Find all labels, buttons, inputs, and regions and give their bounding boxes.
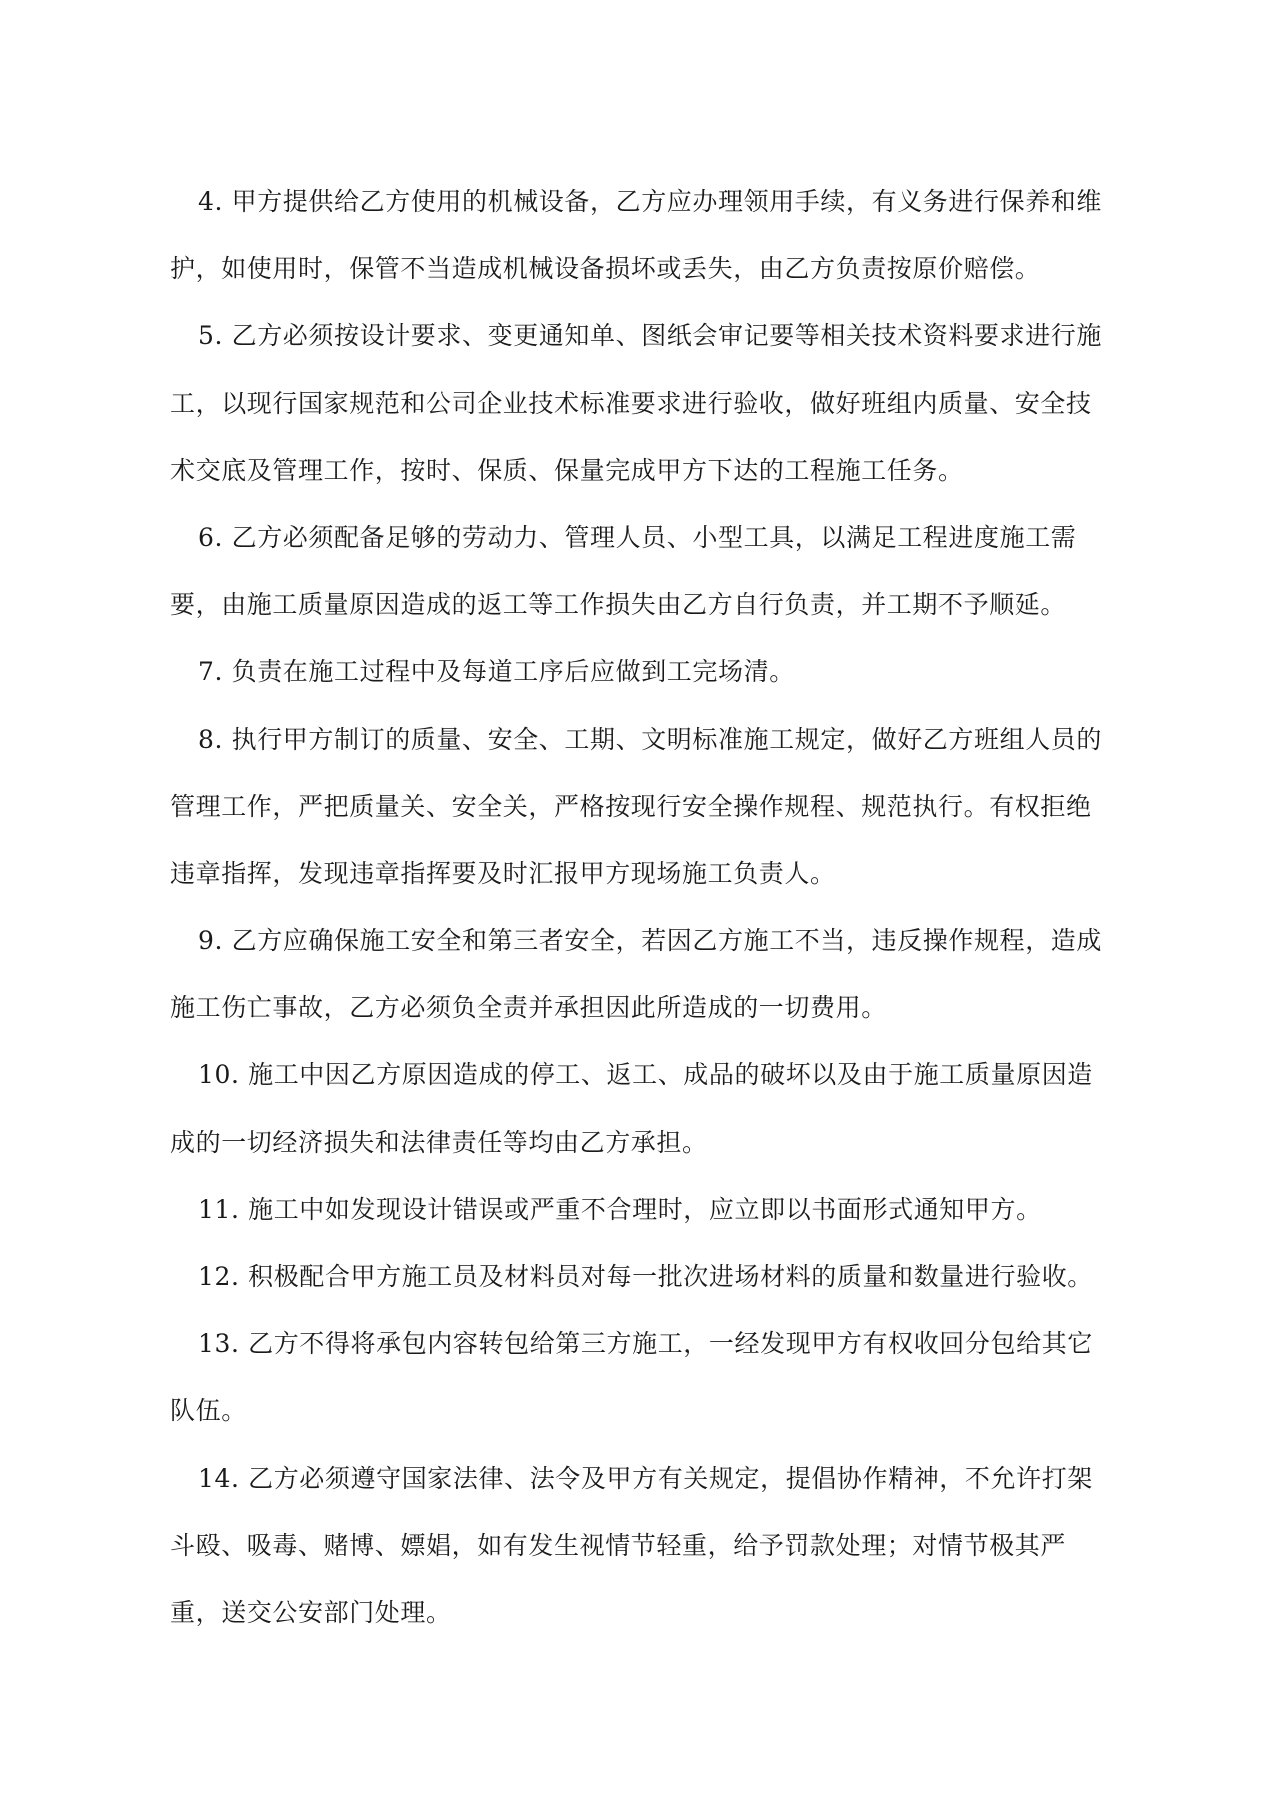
paragraph-line: 工，以现行国家规范和公司企业技术标准要求进行验收，做好班组内质量、安全技 — [170, 388, 1092, 418]
paragraph-first-line: 14. 乙方必须遵守国家法律、法令及甲方有关规定，提倡协作精神，不允许打架 — [198, 1463, 1093, 1493]
paragraph-first-line: 9. 乙方应确保施工安全和第三者安全，若因乙方施工不当，违反操作规程，造成 — [198, 926, 1103, 956]
paragraph-first-line: 13. 乙方不得将承包内容转包给第三方施工，一经发现甲方有权收回分包给其它 — [198, 1329, 1093, 1359]
paragraph-line: 护，如使用时，保管不当造成机械设备损坏或丢失，由乙方负责按原价赔偿。 — [170, 254, 1041, 284]
paragraph-line: 队伍。 — [170, 1396, 247, 1426]
paragraph-line: 管理工作，严把质量关、安全关，严格按现行安全操作规程、规范执行。有权拒绝 — [170, 791, 1092, 821]
paragraph-first-line: 7. 负责在施工过程中及每道工序后应做到工完场清。 — [198, 657, 795, 687]
paragraph-line: 要，由施工质量原因造成的返工等工作损失由乙方自行负责，并工期不予顺延。 — [170, 590, 1067, 620]
paragraph-line: 重，送交公安部门处理。 — [170, 1597, 452, 1627]
paragraph-first-line: 6. 乙方必须配备足够的劳动力、管理人员、小型工具，以满足工程进度施工需 — [198, 522, 1077, 552]
paragraph-first-line: 4. 甲方提供给乙方使用的机械设备，乙方应办理领用手续，有义务进行保养和维 — [198, 187, 1103, 216]
document-body — [170, 182, 1120, 1660]
paragraph-line: 成的一切经济损失和法律责任等均由乙方承担。 — [170, 1127, 708, 1157]
paragraph-first-line: 10. 施工中因乙方原因造成的停工、返工、成品的破坏以及由于施工质量原因造 — [198, 1060, 1093, 1090]
paragraph-first-line: 8. 执行甲方制订的质量、安全、工期、文明标准施工规定，做好乙方班组人员的 — [198, 724, 1103, 754]
paragraph-first-line: 5. 乙方必须按设计要求、变更通知单、图纸会审记要等相关技术资料要求进行施 — [198, 321, 1103, 351]
paragraph-line: 施工伤亡事故，乙方必须负全责并承担因此所造成的一切费用。 — [170, 993, 887, 1023]
paragraph-line: 斗殴、吸毒、赌博、嫖娼，如有发生视情节轻重，给予罚款处理；对情节极其严 — [170, 1530, 1067, 1560]
paragraph-line: 违章指挥，发现违章指挥要及时汇报甲方现场施工负责人。 — [170, 858, 836, 888]
paragraph-line: 术交底及管理工作，按时、保质、保量完成甲方下达的工程施工任务。 — [170, 455, 964, 485]
paragraph-first-line: 11. 施工中如发现设计错误或严重不合理时，应立即以书面形式通知甲方。 — [198, 1194, 1042, 1224]
paragraph-first-line: 12. 积极配合甲方施工员及材料员对每一批次进场材料的质量和数量进行验收。 — [198, 1262, 1093, 1291]
